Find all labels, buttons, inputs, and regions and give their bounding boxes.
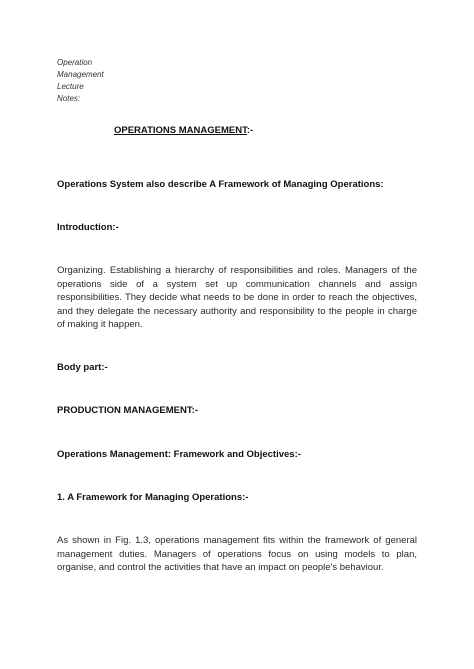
document-title-text: OPERATIONS MANAGEMENT xyxy=(114,125,247,136)
paragraph-line: As shown in Fig. 1.3, operations management fits within the framework of general xyxy=(57,535,417,546)
paragraph-line: of making it happen. xyxy=(57,319,143,331)
paragraph-line: and they delegate the necessary authority and responsibility to the people in charge xyxy=(57,305,417,317)
introduction-heading: Introduction:- xyxy=(57,222,119,233)
body-part-heading: Body part:- xyxy=(57,362,108,373)
notes-line: Management xyxy=(57,70,104,79)
objectives-heading: Operations Management: Framework and Objectives:- xyxy=(57,449,301,460)
notes-line: Lecture xyxy=(57,82,84,91)
paragraph-line: Organizing. Establishing a hierarchy of responsibilities and roles. Managers of the xyxy=(57,265,417,276)
paragraph-line: operations side of a system set up communication channels and assign xyxy=(57,278,417,290)
notes-line: Operation xyxy=(57,58,93,67)
document-title-suffix: :- xyxy=(246,125,254,136)
document-title xyxy=(114,125,253,136)
introduction-paragraph xyxy=(57,264,417,332)
paragraph-line: responsibilities. They decide what needs to be done in order to reach the objectives, xyxy=(57,292,417,304)
paragraph-line: organise, and control the activities that have an impact on people's behaviour. xyxy=(57,562,384,574)
framework-paragraph xyxy=(57,534,417,575)
notes-line: Notes: xyxy=(57,94,81,103)
paragraph-line: management duties. Managers of operations focus on using models to plan, xyxy=(57,548,417,560)
framework-section-heading: 1. A Framework for Managing Operations:- xyxy=(57,492,249,503)
production-management-heading: PRODUCTION MANAGEMENT:- xyxy=(57,405,198,416)
framework-heading: Operations System also describe A Framework of Managing Operations: xyxy=(57,179,384,190)
lecture-notes-label xyxy=(57,57,104,105)
